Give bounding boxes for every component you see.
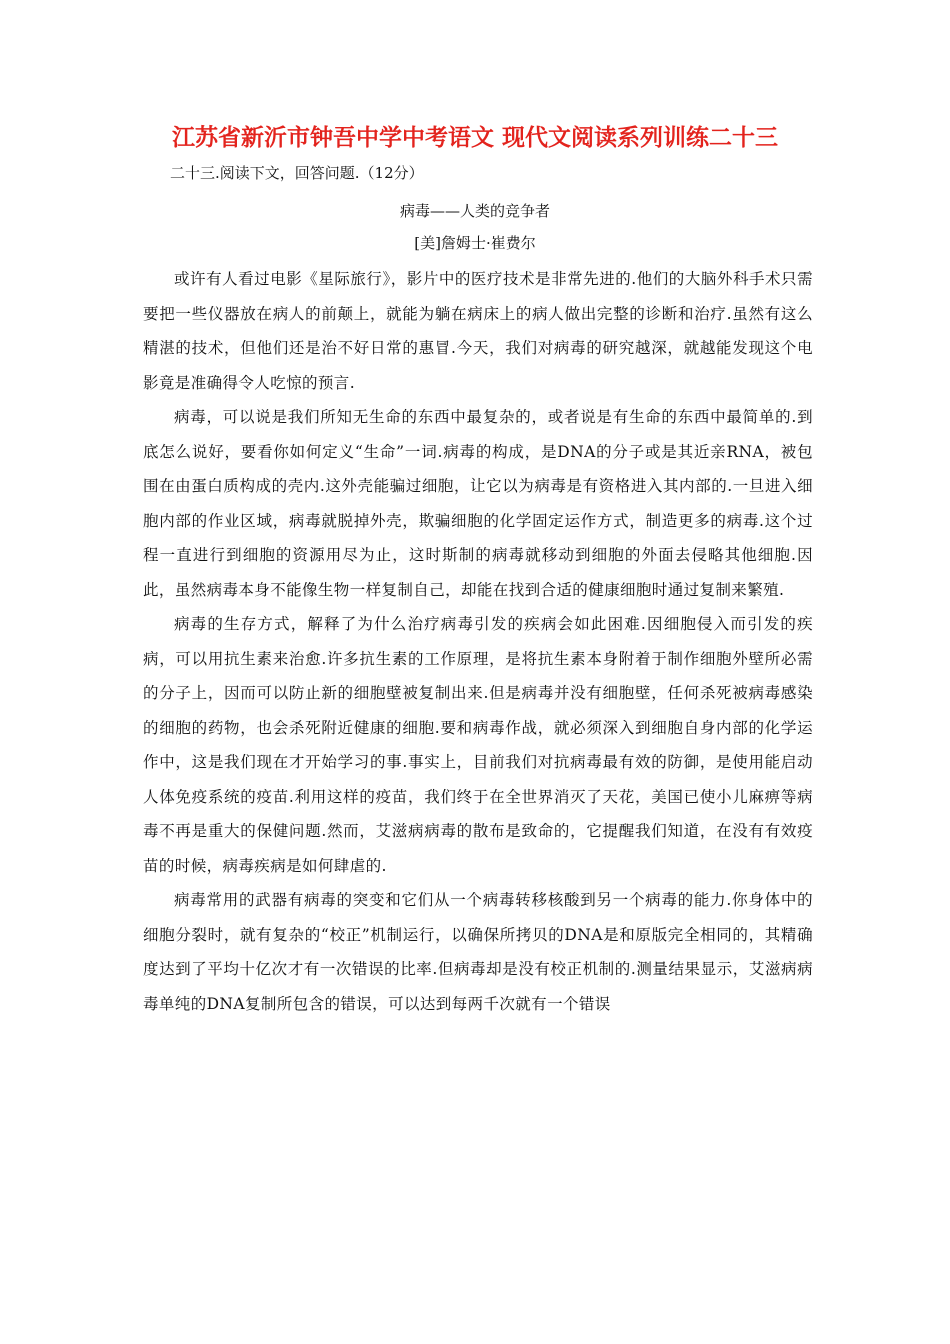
article-body xyxy=(143,262,813,1021)
paragraph-2: 病毒，可以说是我们所知无生命的东西中最复杂的，或者说是有生命的东西中最简单的.到底怎么说好，要看你如何定义“生命”一词.病毒的构成，是DNA的分子或是其近亲RNA，被包围在由蛋白质构成的壳内.这外壳能骗过细胞，让它以为病毒是有资格进入其内部的.一旦进入细胞内部的作业区域，病毒就脱掉外壳，欺骗细胞的化学固定运作方式，制造更多的病毒.这个过程一直进行到细胞的资源用尽为止，这时斯制的病毒就移动到细胞的外面去侵略其他细胞.因此，虽然病毒本身不能像生物一样复制自己，却能在找到合适的健康细胞时通过复制来繁殖. xyxy=(143,408,813,599)
paragraph-3: 病毒的生存方式，解释了为什么治疗病毒引发的疾病会如此困难.因细胞侵入而引发的疾病，可以用抗生素来治愈.许多抗生素的工作原理，是将抗生素本身附着于制作细胞外壁所必需的分子上，因而可以防止新的细胞壁被复制出来.但是病毒并没有细胞壁，任何杀死被病毒感染的细胞的药物，也会杀死附近健康的细胞.要和病毒作战，就必须深入到细胞自身内部的化学运作中，这是我们现在才开始学习的事.事实上，目前我们对抗病毒最有效的防御，是使用能启动人体免疫系统的疫苗.利用这样的疫苗，我们终于在全世界消灭了天花，美国已使小儿麻痹等病毒不再是重大的保健问题.然而，艾滋病病毒的散布是致命的，它提醒我们知道，在没有有效疫苗的时候，病毒疾病是如何肆虐的. xyxy=(143,615,813,875)
document-title: 江苏省新沂市钟吾中学中考语文 现代文阅读系列训练二十三 xyxy=(171,125,778,151)
paragraph-4: 病毒常用的武器有病毒的突变和它们从一个病毒转移核酸到另一个病毒的能力.你身体中的细胞分裂时，就有复杂的“校正”机制运行，以确保所拷贝的DNA是和原版完全相同的，其精确度达到了平均十亿次才有一次错误的比率.但病毒却是没有校正机制的.测量结果显示，艾滋病病毒单纯的DNA复制所包含的错误，可以达到每两千次就有一个错误 xyxy=(143,891,813,1013)
paragraph-1: 或许有人看过电影《星际旅行》，影片中的医疗技术是非常先进的.他们的大脑外科手术只需要把一些仪器放在病人的前颠上，就能为躺在病床上的病人做出完整的诊断和治疗.虽然有这么精湛的技术，但他们还是治不好日常的惠冒.今天，我们对病毒的研究越深，就越能发现这个电影竟是准确得令人吃惊的预言. xyxy=(143,270,813,392)
article-title: 病毒——人类的竞争者 xyxy=(399,202,550,220)
article-author: [美]詹姆士·崔费尔 xyxy=(414,234,536,252)
question-prompt: 二十三.阅读下文，回答问题.（12分） xyxy=(170,164,424,182)
